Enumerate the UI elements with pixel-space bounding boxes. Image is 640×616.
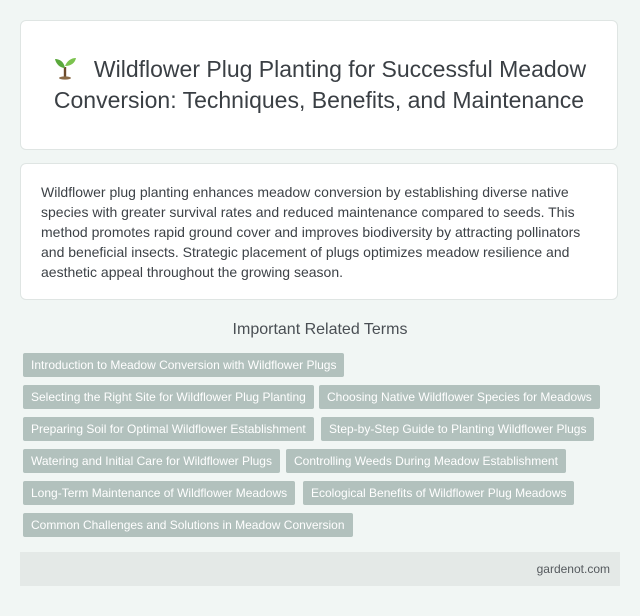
term-tag[interactable]: Introduction to Meadow Conversion with Wildflower Plugs [23,353,344,377]
page-title [21,54,617,116]
term-tag[interactable]: Controlling Weeds During Meadow Establishment [286,449,566,473]
seedling-icon [52,54,78,80]
summary-card [20,163,618,300]
title-card [20,20,618,150]
summary-text: Wildflower plug planting enhances meadow conversion by establishing diverse native species with greater survival rates and reduced maintenance compared to seeds. This method promotes rapid ground cover and improves biodiversity by attracting pollinators and beneficial insects. Strategic placement of plugs optimizes meadow resilience and aesthetic appeal throughout the growing season. [41,184,581,280]
term-tag[interactable]: Choosing Native Wildflower Species for Meadows [319,385,600,409]
term-tag[interactable]: Step-by-Step Guide to Planting Wildflower Plugs [321,417,594,441]
footer-site-link[interactable]: gardenot.com [536,562,610,576]
term-tag[interactable]: Common Challenges and Solutions in Meadow Conversion [23,513,353,537]
term-tag[interactable]: Ecological Benefits of Wildflower Plug Meadows [303,481,574,505]
term-tag[interactable]: Long-Term Maintenance of Wildflower Meadows [23,481,295,505]
footer [20,552,620,586]
term-tag[interactable]: Watering and Initial Care for Wildflower Plugs [23,449,280,473]
page-title-text: Wildflower Plug Planting for Successful Meadow Conversion: Techniques, Benefits, and Maintenance [53,56,587,113]
term-tag[interactable]: Selecting the Right Site for Wildflower Plug Planting [23,385,314,409]
related-terms-heading: Important Related Terms [232,321,408,338]
term-tag[interactable]: Preparing Soil for Optimal Wildflower Establishment [23,417,314,441]
